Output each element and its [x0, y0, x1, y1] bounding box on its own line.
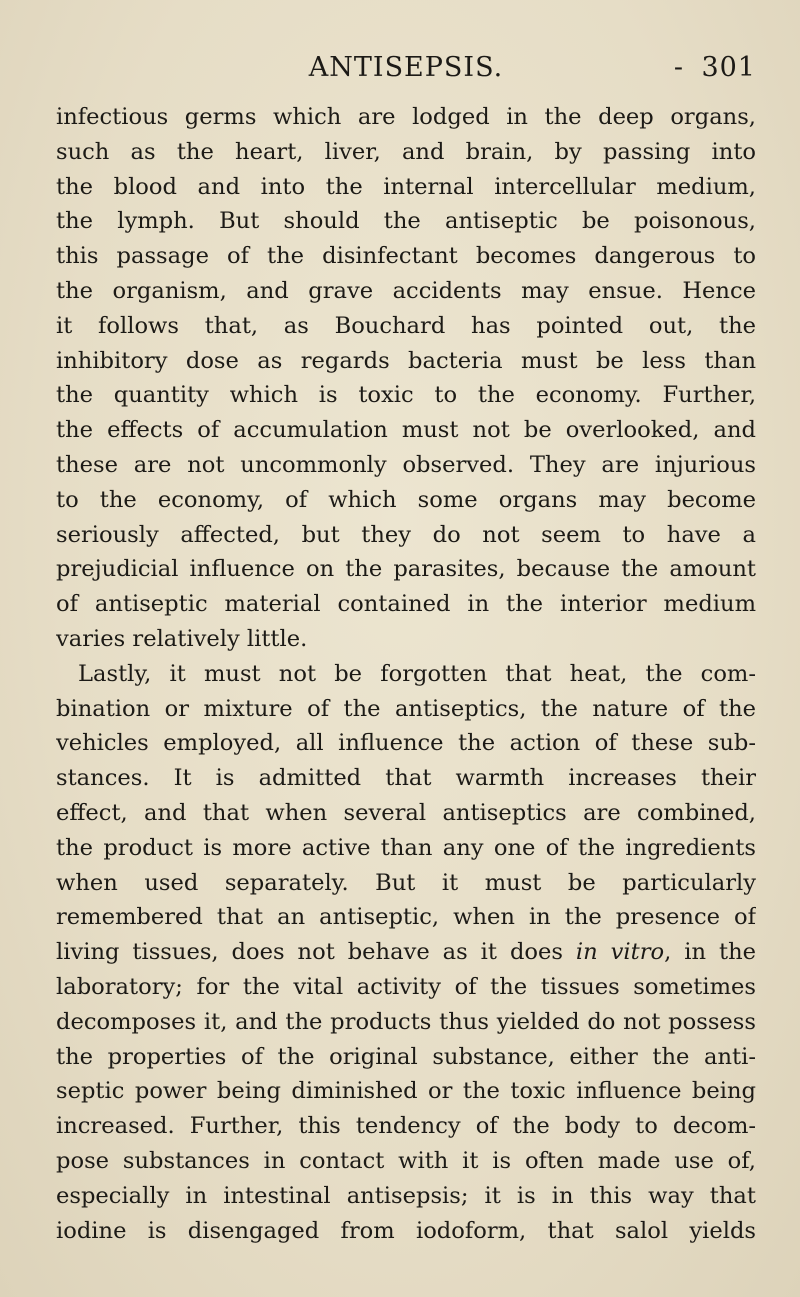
text-line: effect, and that when several antiseptics are combined,	[56, 799, 756, 826]
text-line: inhibitory dose as regards bacteria must be less than	[56, 347, 756, 374]
running-dash: -	[673, 52, 684, 83]
text-line: it follows that, as Bouchard has pointed out, the	[56, 312, 756, 339]
body-text	[56, 100, 756, 1248]
text-line: the quantity which is toxic to the economy. Further,	[56, 382, 756, 409]
text-line: the lymph. But should the antiseptic be poisonous,	[56, 208, 756, 235]
line-text-before: living tissues, does not behave as it does	[56, 939, 576, 966]
text-line: infectious germs which are lodged in the deep organs,	[56, 104, 756, 130]
text-line: iodine is disengaged from iodoform, that salol yields	[56, 1217, 756, 1244]
text-line: pose substances in contact with it is often made use of,	[56, 1147, 756, 1174]
text-line-with-italic	[56, 935, 756, 970]
running-title: ANTISEPSIS.	[308, 52, 504, 83]
text-line: to the economy, of which some organs may become	[56, 486, 756, 513]
paragraph-end-line: varies relatively little.	[56, 625, 308, 652]
text-line: seriously affected, but they do not seem to have a	[56, 521, 756, 548]
text-line: the organism, and grave accidents may ensue. Hence	[56, 277, 756, 304]
text-line: prejudicial influence on the parasites, because the amount	[56, 556, 756, 583]
text-line: of antiseptic material contained in the interior medium	[56, 591, 756, 618]
text-line: the product is more active than any one of the ingredients	[56, 834, 756, 861]
paragraph-start-line: Lastly, it must not be forgotten that heat, the com-	[78, 660, 756, 687]
running-head	[56, 52, 756, 92]
text-line: this passage of the disinfectant becomes dangerous to	[56, 243, 756, 270]
text-line: the effects of accumulation must not be overlooked, and	[56, 417, 756, 444]
text-line: laboratory; for the vital activity of the tissues sometimes	[56, 973, 756, 1000]
text-line: stances. It is admitted that warmth increases their	[56, 765, 756, 792]
text-line: bination or mixture of the antiseptics, the nature of the	[56, 695, 756, 722]
text-line: when used separately. But it must be particularly	[56, 869, 756, 896]
text-line: these are not uncommonly observed. They are injurious	[56, 451, 756, 478]
italic-phrase: in vitro	[575, 939, 665, 966]
text-line: the properties of the original substance, either the anti-	[56, 1043, 756, 1070]
text-line: decomposes it, and the products thus yielded do not possess	[56, 1008, 756, 1035]
page-number: 301	[701, 52, 756, 83]
text-line: increased. Further, this tendency of the body to decom-	[56, 1113, 756, 1140]
text-line: such as the heart, liver, and brain, by passing into	[56, 138, 756, 165]
text-line: the blood and into the internal intercellular medium,	[56, 173, 756, 200]
text-line: especially in intestinal antisepsis; it is in this way that	[56, 1182, 756, 1209]
text-line: remembered that an antiseptic, when in the presence of	[56, 904, 756, 931]
text-line: vehicles employed, all influence the action of these sub-	[56, 730, 756, 757]
line-text-after: , in the	[664, 939, 756, 966]
text-line: septic power being diminished or the toxic influence being	[56, 1078, 756, 1105]
